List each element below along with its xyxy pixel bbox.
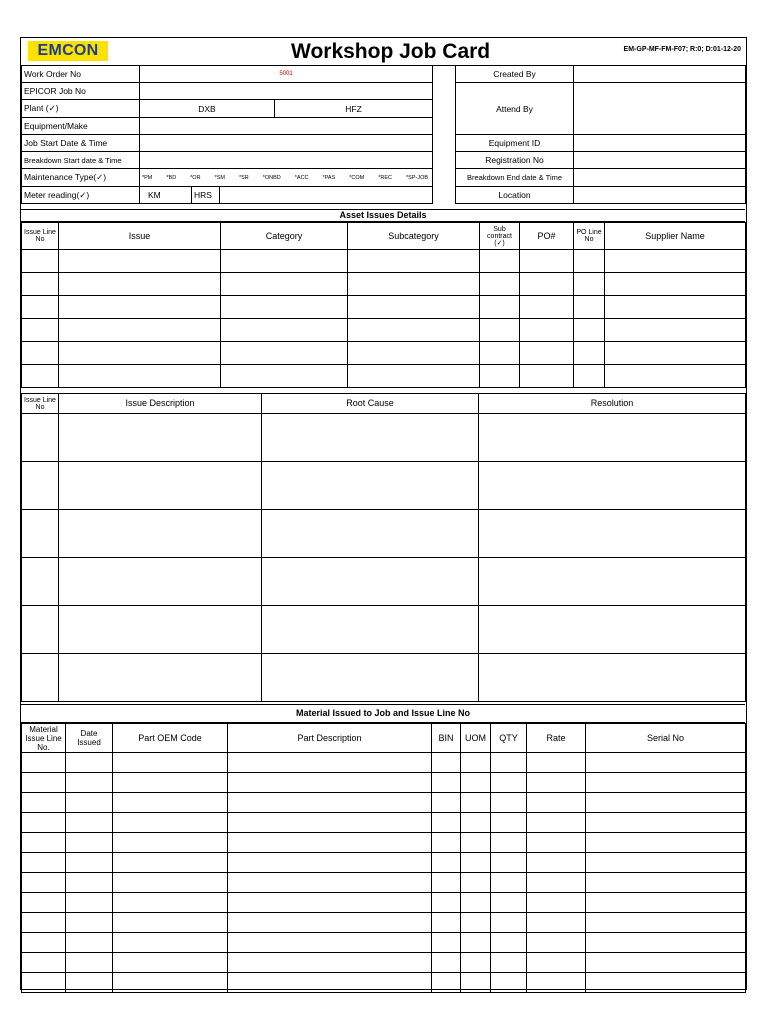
- maint-type-item[interactable]: *SM: [214, 174, 225, 181]
- maintenance-type-label: Maintenance Type(✓): [22, 169, 140, 187]
- job-start-field[interactable]: [140, 135, 433, 152]
- material-section-title: Material Issued to Job and Issue Line No: [21, 704, 745, 723]
- attend-by-label: Attend By: [456, 83, 574, 135]
- date-issued-header: Date Issued: [66, 724, 113, 753]
- equipment-field[interactable]: [140, 118, 433, 135]
- part-oem-header: Part OEM Code: [113, 724, 228, 753]
- created-by-label: Created By: [456, 66, 574, 83]
- meter-hrs-option[interactable]: HRS: [192, 187, 220, 204]
- table-row[interactable]: [22, 365, 746, 388]
- resolution-header: Resolution: [479, 394, 746, 414]
- form-header: [21, 38, 745, 66]
- breakdown-start-label: Breakdown Start date & Time: [22, 152, 140, 169]
- table-row[interactable]: [22, 853, 746, 873]
- job-card-page: [20, 37, 747, 990]
- table-row[interactable]: [22, 654, 746, 702]
- table-row[interactable]: [22, 813, 746, 833]
- table-row[interactable]: [22, 833, 746, 853]
- table-row[interactable]: [22, 773, 746, 793]
- work-order-field[interactable]: 5001: [140, 66, 433, 83]
- table-row[interactable]: [22, 510, 746, 558]
- table-row[interactable]: [22, 342, 746, 365]
- breakdown-end-label: Breakdown End date & Time: [456, 169, 574, 187]
- breakdown-start-field[interactable]: [140, 152, 433, 169]
- po-header: PO#: [520, 223, 574, 250]
- maint-type-item[interactable]: *ONBD: [262, 174, 281, 181]
- plant-label: Plant (✓): [22, 100, 140, 118]
- maint-type-item[interactable]: *OR: [190, 174, 201, 181]
- category-header: Category: [221, 223, 348, 250]
- serial-header: Serial No: [586, 724, 746, 753]
- maint-type-item[interactable]: *BD: [166, 174, 177, 181]
- table-row[interactable]: [22, 558, 746, 606]
- meter-reading-field[interactable]: [220, 187, 433, 204]
- issue-line-header: Issue Line No: [22, 394, 59, 414]
- po-line-header: PO Line No: [574, 223, 605, 250]
- table-row[interactable]: [22, 250, 746, 273]
- bin-header: BIN: [432, 724, 461, 753]
- table-row[interactable]: [22, 893, 746, 913]
- asset-issues-table: [21, 222, 746, 388]
- maint-type-item[interactable]: *REC: [378, 174, 393, 181]
- epicor-label: EPICOR Job No: [22, 83, 140, 100]
- attend-by-field[interactable]: [574, 83, 746, 135]
- job-info-table: [21, 65, 433, 204]
- table-row[interactable]: [22, 933, 746, 953]
- table-row[interactable]: [22, 414, 746, 462]
- maintenance-type-options[interactable]: [140, 169, 433, 187]
- table-row[interactable]: [22, 273, 746, 296]
- root-cause-header: Root Cause: [262, 394, 479, 414]
- table-row[interactable]: [22, 793, 746, 813]
- asset-issues-title: Asset Issues Details: [21, 209, 745, 222]
- table-row[interactable]: [22, 606, 746, 654]
- supplier-header: Supplier Name: [605, 223, 746, 250]
- material-line-header: Material Issue Line No.: [22, 724, 66, 753]
- plant-dxb-option[interactable]: DXB: [140, 100, 275, 118]
- location-field[interactable]: [574, 187, 746, 204]
- equipment-id-label: Equipment ID: [456, 135, 574, 152]
- table-row[interactable]: [22, 296, 746, 319]
- equipment-label: Equipment/Make: [22, 118, 140, 135]
- maint-type-item[interactable]: *ACC: [294, 174, 309, 181]
- table-row[interactable]: [22, 973, 746, 993]
- table-row[interactable]: [22, 913, 746, 933]
- maint-type-item[interactable]: *PM: [142, 174, 153, 181]
- maint-type-item[interactable]: *SR: [238, 174, 249, 181]
- emcon-logo: EMCON: [28, 41, 108, 61]
- work-order-label: Work Order No: [22, 66, 140, 83]
- meter-reading-label: Meter reading(✓): [22, 187, 140, 204]
- job-start-label: Job Start Date & Time: [22, 135, 140, 152]
- registration-field[interactable]: [574, 152, 746, 169]
- plant-hfz-option[interactable]: HFZ: [275, 100, 433, 118]
- maint-type-item[interactable]: *COM: [349, 174, 365, 181]
- issue-description-table: [21, 393, 746, 702]
- breakdown-end-field[interactable]: [574, 169, 746, 187]
- uom-header: UOM: [461, 724, 491, 753]
- maint-type-item[interactable]: *PAS: [322, 174, 336, 181]
- registration-label: Registration No: [456, 152, 574, 169]
- table-row[interactable]: [22, 462, 746, 510]
- rate-header: Rate: [527, 724, 586, 753]
- qty-header: QTY: [491, 724, 527, 753]
- issue-line-header: Issue Line No: [22, 223, 59, 250]
- document-code: EM-GP-MF-FM-F07; R:0; D:01-12-20: [623, 46, 741, 53]
- subcategory-header: Subcategory: [348, 223, 480, 250]
- material-table: [21, 723, 746, 993]
- part-description-header: Part Description: [228, 724, 432, 753]
- table-row[interactable]: [22, 319, 746, 342]
- job-meta-table: [455, 65, 746, 204]
- table-row[interactable]: [22, 753, 746, 773]
- meter-km-option[interactable]: KM: [140, 187, 192, 204]
- table-row[interactable]: [22, 953, 746, 973]
- created-by-field[interactable]: [574, 66, 746, 83]
- equipment-id-field[interactable]: [574, 135, 746, 152]
- issue-description-header: Issue Description: [59, 394, 262, 414]
- sub-contract-header: Sub contract (✓): [480, 223, 520, 250]
- issue-header: Issue: [59, 223, 221, 250]
- page-title: Workshop Job Card: [291, 40, 491, 63]
- table-row[interactable]: [22, 873, 746, 893]
- epicor-field[interactable]: [140, 83, 433, 100]
- location-label: Location: [456, 187, 574, 204]
- maint-type-item[interactable]: *SP-JOB: [406, 174, 429, 181]
